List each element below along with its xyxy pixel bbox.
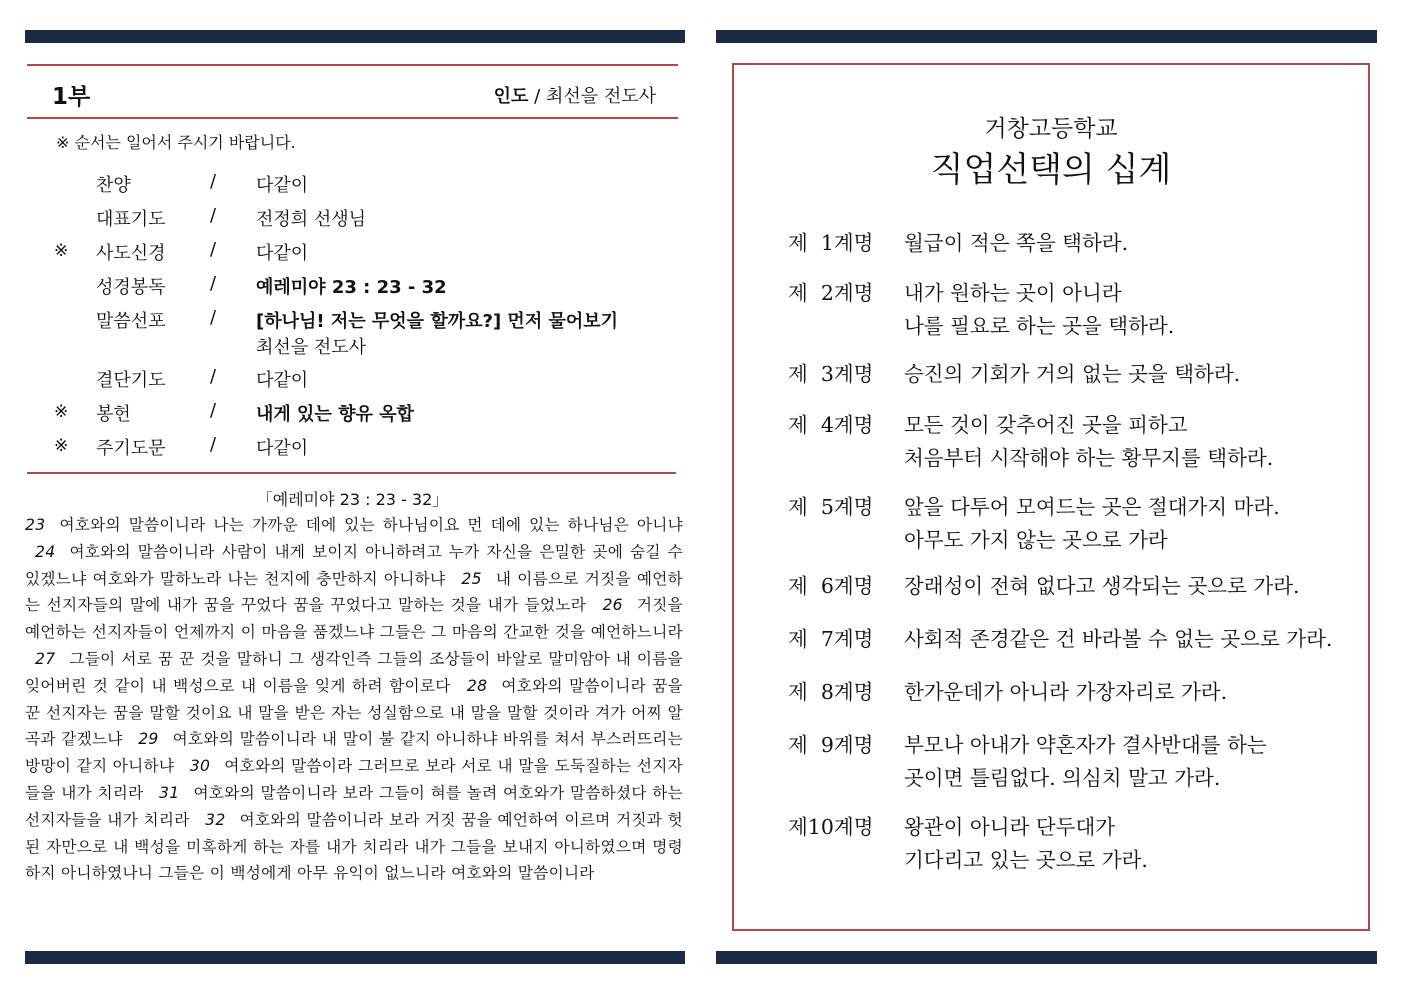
- verse-number: 32: [205, 810, 226, 829]
- part-label: 1부: [52, 84, 91, 110]
- order-slash: /: [210, 205, 217, 226]
- verse-text: 그들이 서로 꿈 꾼 것을 말하니 그 생각인즉 그들의 조상들이 바알로 말미암아 내 이름을 잊어버린 것 같이 내 백성으로 내 이름을 잊게 하려 함이로다: [25, 649, 683, 695]
- order-value: 다같이: [256, 175, 309, 196]
- order-row: [0, 307, 680, 359]
- scripture-text: [25, 512, 683, 887]
- order-value: 다같이: [256, 370, 309, 391]
- bottom-bar-right: [716, 951, 1377, 964]
- scripture-title: 「예레미야 23 : 23 - 32」: [256, 490, 449, 509]
- verse-number: 30: [189, 757, 211, 776]
- commandment-label: 제 6계명: [788, 574, 874, 598]
- verse-number: 24: [35, 542, 56, 561]
- verse-text: 여호와의 말씀이니라 내 말이 불 같지 아니하냐 바위를 쳐서 부스러뜨리는 방망이 같지 아니하냐: [25, 730, 683, 776]
- leader-sep: /: [534, 86, 541, 107]
- bottom-bar-left: [25, 951, 685, 964]
- order-item: 결단기도: [96, 370, 166, 391]
- order-slash: /: [210, 239, 217, 260]
- verse-number: 27: [35, 649, 56, 668]
- order-slash: /: [210, 307, 217, 328]
- order-row: [0, 400, 680, 426]
- top-bar-right: [716, 30, 1377, 43]
- verse-number: 29: [138, 730, 159, 749]
- order-rule-bottom: [27, 472, 676, 474]
- verse-number: 23: [25, 516, 46, 534]
- order-value: 전정희 선생님: [256, 209, 367, 230]
- leader-name: 최선을 전도사: [545, 86, 656, 107]
- commandment-text: 부모나 아내가 약혼자가 결사반대를 하는: [904, 733, 1267, 757]
- header-rule-bottom: [27, 117, 678, 119]
- commandment-text: 월급이 적은 쪽을 택하라.: [904, 231, 1129, 255]
- leader-line: [494, 82, 656, 108]
- commandment-text: 한가운데가 아니라 가장자리로 가라.: [904, 680, 1228, 704]
- standing-mark: ※: [54, 402, 69, 422]
- verse-text: 여호와의 말씀이니라 보라 그들이 혀를 놀려 여호와가 말씀하셨다 하는 선지자들을 내가 치리라: [25, 783, 683, 829]
- commandment-text: 아무도 가지 않는 곳으로 가라: [904, 528, 1168, 552]
- commandment-text: 승진의 기회가 거의 없는 곳을 택하라.: [904, 362, 1241, 386]
- verse-text: 여호와의 말씀이라 그러므로 보라 서로 내 말을 도둑질하는 선지자들을 내가 치리라: [25, 757, 683, 802]
- order-item: 찬양: [96, 175, 131, 196]
- verse-number: 28: [466, 676, 488, 695]
- commandment-text: 왕관이 아니라 단두대가: [904, 815, 1116, 839]
- verse-number: 31: [159, 783, 180, 802]
- commandment-label: 제 7계명: [788, 627, 874, 651]
- order-row: [0, 273, 680, 299]
- commandment-text: 곳이면 틀림없다. 의심치 말고 가라.: [904, 766, 1221, 790]
- verse-text: 내 이름으로 거짓을 예언하는 선지자들의 말에 내가 꿈을 꾸었다 꿈을 꾸었다고 말하는 것을 내가 들었노라: [25, 569, 683, 615]
- commandment-label: 제 4계명: [788, 413, 874, 437]
- order-row: [0, 366, 680, 392]
- commandment-text: 사회적 존경같은 건 바라볼 수 없는 곳으로 가라.: [904, 627, 1333, 651]
- verse-number: 26: [602, 596, 623, 615]
- commandment-text: 나를 필요로 하는 곳을 택하라.: [904, 314, 1175, 338]
- commandment-label: 제 9계명: [788, 733, 874, 757]
- order-value: 다같이: [256, 438, 309, 459]
- verse-text: 거짓을 예언하는 선지자들이 언제까지 이 마음을 품겠느냐 그들은 그 마음의 간교한 것을 예언하느니라: [25, 596, 683, 642]
- order-slash: /: [210, 434, 217, 455]
- order-item: 사도신경: [96, 243, 166, 264]
- commandment-label: 제 8계명: [788, 680, 874, 704]
- commandment-text: 기다리고 있는 곳으로 가라.: [904, 848, 1148, 872]
- order-value: 내게 있는 향유 옥합: [256, 404, 414, 425]
- top-bar-left: [25, 30, 685, 43]
- order-item: 주기도문: [96, 438, 166, 459]
- order-item: 말씀선포: [96, 311, 166, 332]
- order-item: 봉헌: [96, 404, 131, 425]
- order-row: [0, 171, 680, 197]
- commandment-label: 제 2계명: [788, 281, 874, 305]
- order-row: [0, 434, 680, 460]
- order-item: 대표기도: [96, 209, 166, 230]
- standing-note: ※ 순서는 일어서 주시기 바랍니다.: [56, 133, 296, 152]
- order-slash: /: [210, 400, 217, 421]
- order-slash: /: [210, 171, 217, 192]
- order-value: [256, 307, 618, 359]
- order-value: 예레미야 23 : 23 - 32: [256, 277, 447, 298]
- order-slash: /: [210, 273, 217, 294]
- order-row: [0, 205, 680, 231]
- commandment-text: 장래성이 전혀 없다고 생각되는 곳으로 가라.: [904, 574, 1300, 598]
- verse-text: 여호와의 말씀이니라 꿈을 꾼 선지자는 꿈을 말할 것이요 내 말을 받은 자는 성실함으로 내 말을 말할 것이라 겨가 어찌 알곡과 같겠느냐: [25, 676, 683, 749]
- verse-text: 여호와의 말씀이니라 사람이 내게 보이지 아니하려고 누가 자신을 은밀한 곳에 숨길 수 있겠느냐 여호와가 말하노라 나는 천지에 충만하지 아니하냐: [25, 542, 683, 588]
- commandment-text: 모든 것이 갖추어진 곳을 피하고: [904, 413, 1188, 437]
- commandment-label: 제 3계명: [788, 362, 874, 386]
- commandment-text: 앞을 다투어 모여드는 곳은 절대가지 마라.: [904, 495, 1280, 519]
- order-item: 성경봉독: [96, 277, 166, 298]
- school-name: 거창고등학교: [984, 116, 1118, 142]
- commandment-label: 제 1계명: [788, 231, 874, 255]
- commandment-text: 내가 원하는 곳이 아니라: [904, 281, 1122, 305]
- standing-mark: ※: [54, 241, 69, 261]
- header-rule-top: [27, 64, 678, 66]
- verse-text: 여호와의 말씀이니라 나는 가까운 데에 있는 하나님이요 먼 데에 있는 하나님은 아니냐: [59, 516, 683, 534]
- order-value: 다같이: [256, 243, 309, 264]
- page-title: 직업선택의 십계: [930, 150, 1172, 190]
- sermon-speaker: 최선을 전도사: [256, 337, 367, 358]
- order-row: [0, 239, 680, 265]
- leader-role: 인도: [493, 86, 529, 107]
- verse-number: 25: [461, 569, 482, 588]
- verse-text: 여호와의 말씀이니라 보라 거짓 꿈을 예언하여 이르며 거짓과 헛된 자만으로 내 백성을 미혹하게 하는 자를 내가 치리라 내가 그들을 보내지 아니하였으며 명령하지 아니하였나니 그들은 이 백성에게 아무 유익이 없느니라 여호와의 말씀이니라: [25, 810, 683, 883]
- commandment-label: 제10계명: [788, 815, 874, 839]
- commandment-label: 제 5계명: [788, 495, 874, 519]
- commandment-text: 처음부터 시작해야 하는 황무지를 택하라.: [904, 446, 1274, 470]
- standing-mark: ※: [54, 436, 69, 456]
- order-slash: /: [210, 366, 217, 387]
- sermon-title: [하나님! 저는 무엇을 할까요?] 먼저 물어보기: [256, 311, 619, 332]
